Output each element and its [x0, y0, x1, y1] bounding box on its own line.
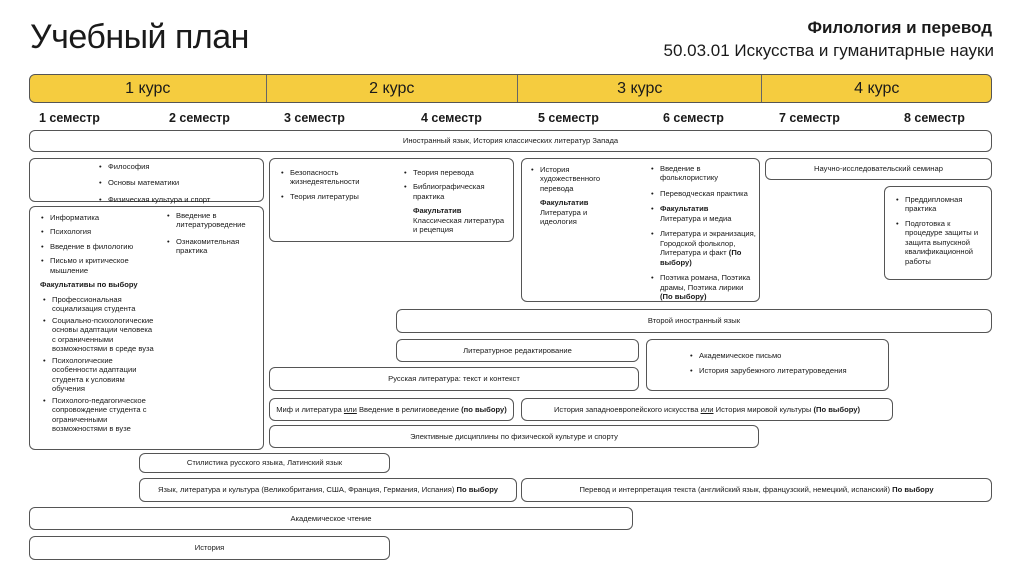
- elective-heading: Факультатив: [413, 206, 462, 216]
- semester-3-list: [280, 168, 390, 206]
- list-item-text: Поэтика романа, Поэтика драмы, Поэтика лирики: [660, 273, 751, 292]
- list-item: • Теория перевода: [403, 168, 508, 177]
- list-item: • Психолого-педагогическое сопровождение студента с ограниченными возможностями в вузе: [42, 396, 158, 434]
- course-box-russian-literature: [269, 367, 639, 391]
- course-label: Стилистика русского языка, Латинский язык: [186, 458, 343, 468]
- semester-5-list: [530, 165, 622, 227]
- course-label: Иностранный язык, История классических литератур Запада: [402, 136, 619, 146]
- list-item: • Академическое письмо: [689, 351, 888, 360]
- list-item: • Ознакомительная практика: [166, 237, 262, 256]
- course-1: 1 курс: [30, 75, 267, 102]
- program-name: Филология и перевод: [807, 18, 992, 37]
- course-box-seminar: [765, 158, 992, 180]
- elective-heading: Факультатив: [660, 204, 709, 214]
- list-item: • Информатика: [40, 213, 158, 222]
- choice-tag: По выбору: [892, 485, 934, 495]
- option-b: Введение в религиоведение: [358, 404, 460, 414]
- course-box-translation: [521, 478, 992, 502]
- list-item: • Введение в литературоведение: [166, 211, 262, 230]
- course-box-language-culture: [139, 478, 517, 502]
- elective-heading: Факультатив: [540, 198, 589, 208]
- course-box-semester-3-4: [269, 158, 514, 242]
- list-item: • Психология: [40, 227, 158, 236]
- course-4: 4 курс: [854, 79, 900, 97]
- course-label: Академическое чтение: [290, 513, 372, 523]
- semester-1-electives: [42, 295, 158, 436]
- list-item: • Введение в филологию: [40, 242, 158, 251]
- course-label: Элективные дисциплины по физической культуре и спорту: [410, 431, 618, 441]
- course-box-stylistics: [139, 453, 390, 473]
- list-item-text: Литература и экранизация, Городской фольклор, Литература и факт: [660, 229, 756, 258]
- semester-6: 6 семестр: [663, 111, 724, 125]
- list-item: [650, 204, 758, 223]
- list-item: • Профессиональная социализация студента: [42, 295, 158, 314]
- semester-4: 4 семестр: [421, 111, 482, 125]
- option-b: История мировой культуры: [715, 404, 812, 414]
- semester-3: 3 семестр: [284, 111, 345, 125]
- list-item: • Теория литературы: [280, 192, 390, 201]
- semester-6-list: [650, 164, 758, 307]
- course-2: 2 курс: [267, 75, 518, 102]
- semester-1: 1 семестр: [39, 111, 100, 125]
- course-box-pe-electives: [269, 425, 759, 448]
- course-label: Научно-исследовательский семинар: [814, 164, 943, 174]
- choice-tag: (По выбору): [660, 292, 707, 302]
- course-box-second-language: [396, 309, 992, 333]
- elective-text: Классическая литература и рецепция: [413, 215, 505, 235]
- course-box-semester-8: [884, 186, 992, 280]
- course-box-literary-editing: [396, 339, 639, 362]
- list-item: • Философия: [98, 162, 263, 171]
- semester-8: 8 семестр: [904, 111, 965, 125]
- list-item: • Письмо и критическое мышление: [40, 256, 158, 275]
- electives-heading: Факультативы по выбору: [40, 280, 138, 289]
- list-item: • Безопасность жизнедеятельности: [280, 168, 390, 187]
- list-item: [650, 273, 758, 301]
- list-item: • История художественного перевода: [530, 165, 622, 193]
- course-box-semester-5-6: [521, 158, 760, 302]
- elective-block: [530, 198, 622, 226]
- choice-tag: (По выбору): [813, 404, 861, 414]
- semester-5: 5 семестр: [538, 111, 599, 125]
- course-label: [276, 405, 507, 414]
- list-item: • Переводческая практика: [650, 189, 758, 198]
- course-label: [554, 405, 860, 414]
- list-item: • История зарубежного литературоведения: [689, 366, 888, 375]
- option-a: История западноевропейского искусства: [553, 404, 699, 414]
- course-box-myth-literature: [269, 398, 514, 421]
- elective-text: Литература и идеология: [540, 207, 588, 227]
- course-label: Русская литература: текст и контекст: [388, 374, 520, 384]
- course-text: Перевод и интерпретация текста (английский язык, французский, немецкий, испанский): [579, 485, 890, 495]
- course-box-history: [29, 536, 390, 560]
- course-text: Язык, литература и культура (Великобритания, США, Франция, Германия, Испания): [157, 485, 455, 495]
- list-item: • Введение в фольклористику: [650, 164, 758, 183]
- semester-7: 7 семестр: [779, 111, 840, 125]
- list-item: • Физическая культура и спорт: [98, 195, 263, 204]
- list-item: • Психологические особенности адаптации студента к условиям обучения: [42, 356, 158, 394]
- choice-tag: (по выбору): [461, 404, 507, 414]
- program-code: 50.03.01 Искусства и гуманитарные науки: [663, 41, 994, 60]
- elective-text: Литература и медиа: [660, 213, 732, 223]
- course-box-foreign-language: [29, 130, 992, 152]
- choice-tag: По выбору: [456, 485, 498, 495]
- list-item: • Преддипломная практика: [895, 195, 987, 214]
- course-label: Второй иностранный язык: [647, 316, 741, 326]
- list-item: • Подготовка к процедуре защиты и защита выпускной квалификационной работы: [895, 219, 987, 266]
- course-box-philosophy: [29, 158, 264, 202]
- course-label: [579, 485, 933, 494]
- page-title: Учебный план: [30, 18, 249, 56]
- course-box-academic-reading: [29, 507, 633, 530]
- choice-tag: (По выбору): [660, 248, 742, 267]
- list-item: • Библиографическая практика: [403, 182, 508, 201]
- elective-block: [403, 206, 508, 234]
- option-a: Миф и литература: [276, 404, 342, 414]
- semester-1-list: [40, 213, 158, 280]
- list-item: • Социально-психологические основы адаптации человека с ограниченными возможностями в среде вуза: [42, 316, 158, 354]
- course-box-art-history: [521, 398, 893, 421]
- course-3: 3 курс: [518, 75, 762, 102]
- semester-2-list: [166, 211, 262, 261]
- semester-4-list: [403, 168, 508, 235]
- or-word: или: [343, 404, 357, 414]
- course-label: История: [194, 543, 225, 553]
- list-item: [650, 229, 758, 267]
- course-bar: [29, 74, 992, 103]
- semester-2: 2 семестр: [169, 111, 230, 125]
- or-word: или: [700, 404, 714, 414]
- course-box-academic-writing: [646, 339, 889, 391]
- course-label: Литературное редактирование: [463, 345, 572, 355]
- course-box-semester-1-2: [29, 206, 264, 450]
- list-item: • Основы математики: [98, 178, 263, 187]
- course-label: [158, 485, 498, 494]
